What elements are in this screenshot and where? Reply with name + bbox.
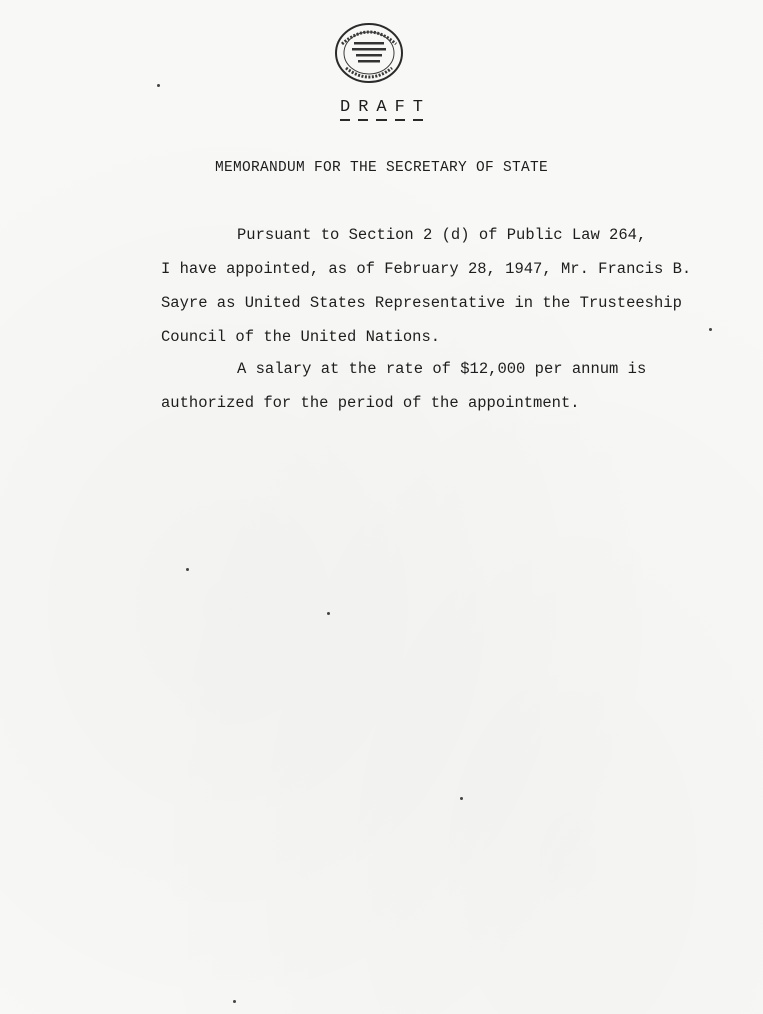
paragraph-salary: [161, 352, 647, 420]
paragraph-line: Sayre as United States Representative in the Trusteeship: [161, 294, 682, 312]
paragraph-appointment: [161, 218, 692, 354]
paper-speck: [233, 1000, 236, 1003]
draft-letter: T: [413, 99, 423, 121]
draft-letter: D: [340, 99, 350, 121]
paper-speck: [709, 328, 712, 331]
draft-letter: A: [376, 99, 386, 121]
paper-speck: [460, 797, 463, 800]
memo-title: MEMORANDUM FOR THE SECRETARY OF STATE: [214, 160, 549, 176]
paragraph-line: authorized for the period of the appointment.: [161, 394, 580, 412]
paper-speck: [327, 612, 330, 615]
paper-speck: [157, 84, 160, 87]
paragraph-line: Council of the United Nations.: [161, 328, 441, 346]
paragraph-line: I have appointed, as of February 28, 1947, Mr. Francis B.: [161, 260, 692, 278]
paper-speck: [186, 568, 189, 571]
draft-letter: R: [358, 99, 368, 121]
draft-letter: F: [395, 99, 405, 121]
paragraph-line: Pursuant to Section 2 (d) of Public Law 264,: [237, 226, 647, 244]
archive-stamp: [334, 22, 404, 84]
draft-heading: [0, 98, 763, 121]
paragraph-line: A salary at the rate of $12,000 per annum is: [237, 360, 647, 378]
